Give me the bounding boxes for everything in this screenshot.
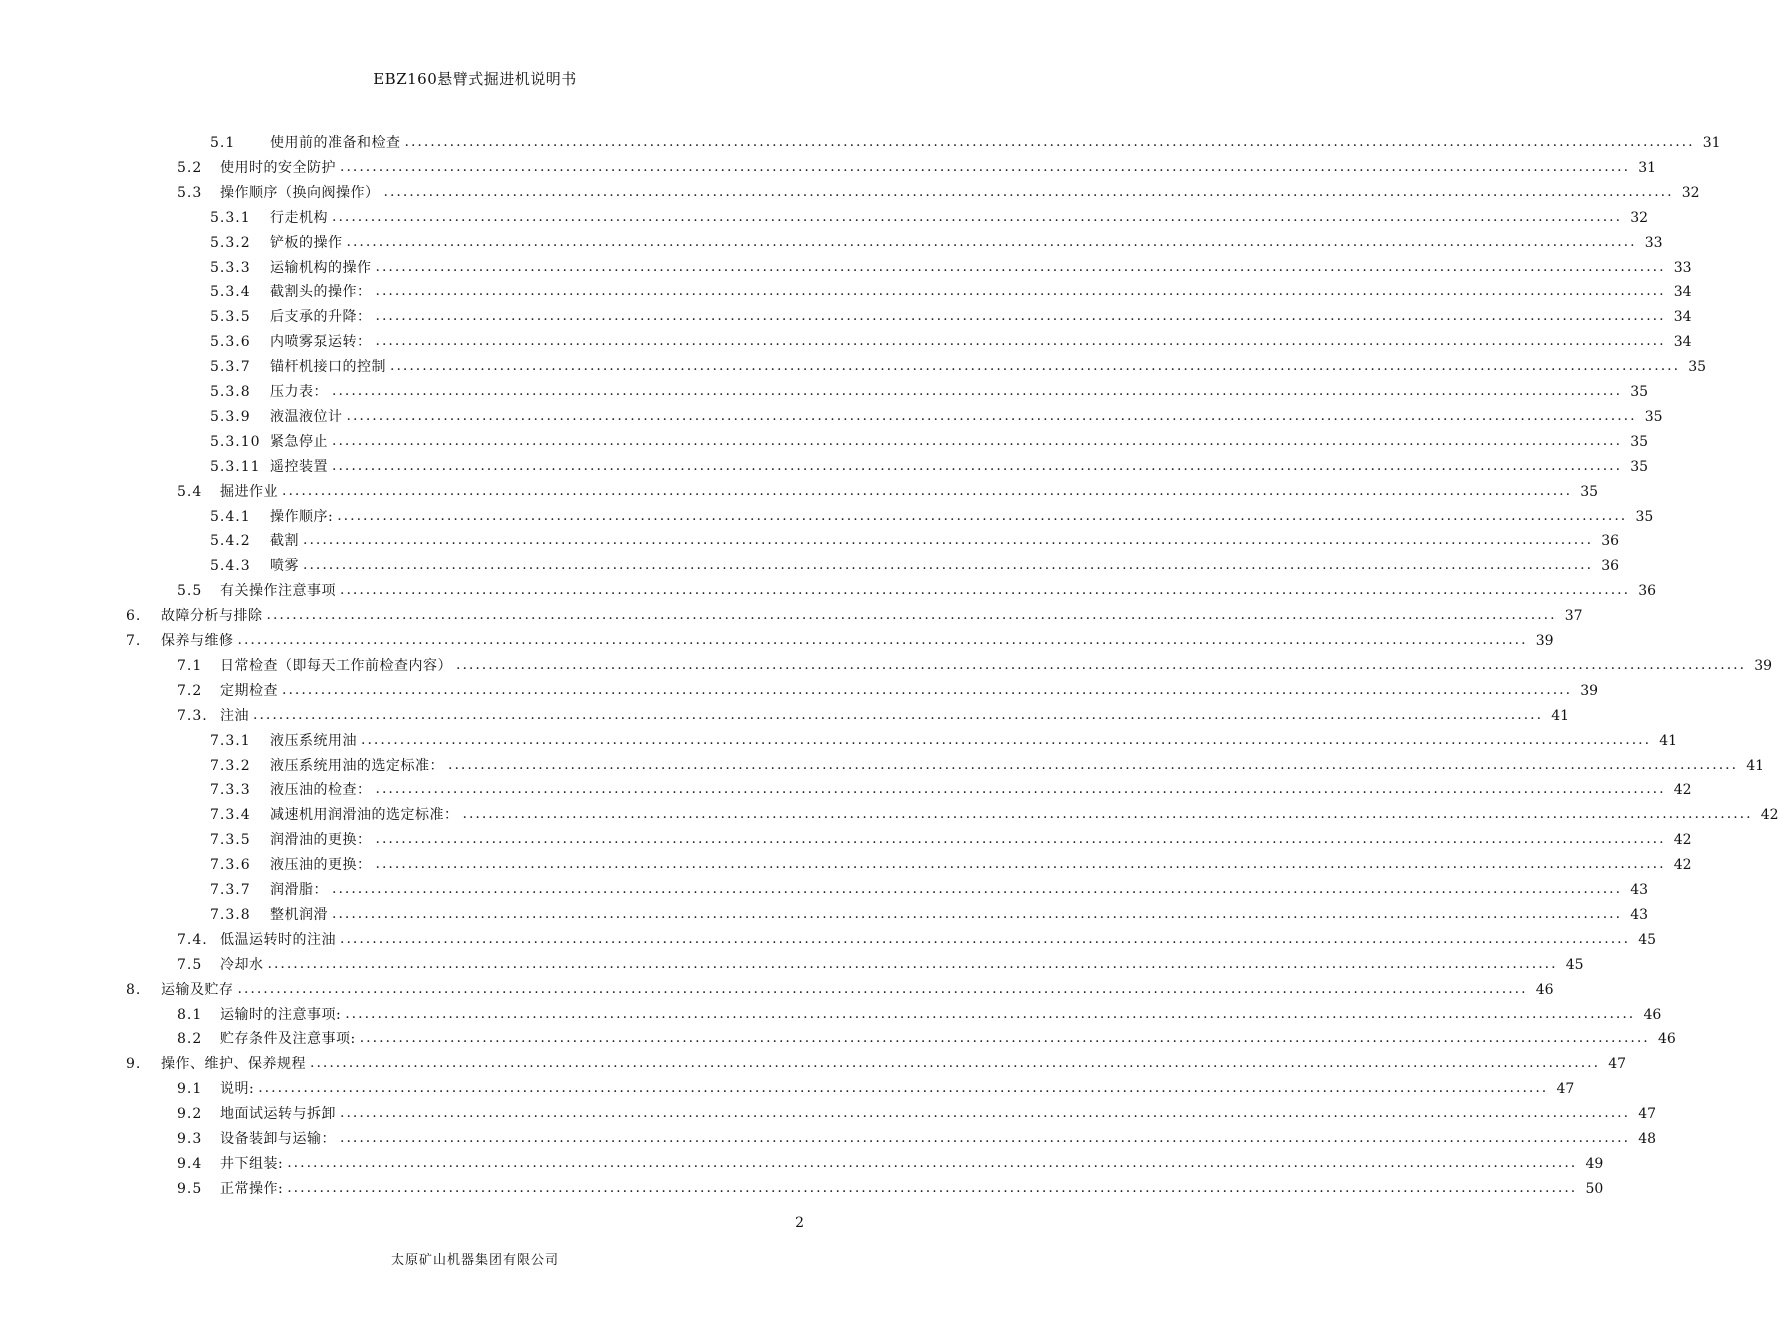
toc-entry[interactable] [210,874,1649,899]
toc-entry[interactable] [126,625,1554,650]
toc-entry-page: 39 [1535,633,1554,649]
toc-entry-page: 32 [1681,184,1700,201]
toc-entry-title: 润滑油的更换： [270,832,372,849]
toc-entry-page: 35 [1580,483,1599,500]
toc-entry[interactable] [210,401,1663,426]
toc-entry[interactable] [210,849,1692,874]
toc-entry-page: 36 [1601,533,1620,550]
toc-entry-title: 地面试运转与拆卸 [220,1106,336,1123]
toc-entry-number: 7.3. [177,707,208,724]
toc-entry-title: 液温液位计 [270,408,343,425]
toc-entry-page: 49 [1585,1155,1604,1172]
toc-entry-number: 5.4.3 [210,558,251,575]
toc-entry-page: 37 [1564,608,1583,625]
toc-entry-title: 设备装卸与运输： [220,1131,336,1147]
toc-entry[interactable] [210,750,1765,775]
toc-entry-number: 7.3.6 [210,857,251,874]
toc-leader-dots: ........................................................................................................................................................................................................ [375,781,1666,798]
toc-entry-title: 液压油的更换： [270,857,372,874]
toc-leader-dots: ........................................................................................................................................................................................................ [375,283,1666,300]
toc-entry-page: 35 [1635,508,1654,525]
toc-entry[interactable] [177,1123,1657,1148]
toc-entry-page: 35 [1688,359,1707,376]
toc-entry-title: 贮存条件及注意事项: [220,1031,356,1048]
toc-entry-title: 掘进作业 [220,483,278,500]
toc-entry-title: 锚杆机接口的控制 [270,359,386,376]
toc-leader-dots: ........................................................................................................................................................................................................ [337,507,1628,524]
toc-entry[interactable] [177,1148,1604,1173]
toc-entry-page: 46 [1535,981,1554,998]
toc-leader-dots: ........................................................................................................................................................................................................ [267,955,1558,972]
toc-entry-number: 7.4. [177,931,208,948]
toc-leader-dots: ........................................................................................................................................................................................................ [287,1179,1578,1196]
toc-leader-dots: ........................................................................................................................................................................................................ [340,930,1631,947]
toc-entry-title: 使用时的安全防护 [220,159,336,176]
toc-leader-dots: ........................................................................................................................................................................................................ [340,158,1631,175]
toc-entry-title: 润滑脂： [270,882,328,898]
toc-entry-title: 运输机构的操作 [270,259,372,276]
toc-entry[interactable] [126,1048,1627,1073]
toc-leader-dots: ........................................................................................................................................................................................................ [303,532,1594,549]
toc-leader-dots: ........................................................................................................................................................................................................ [332,208,1623,225]
toc-entry-title: 井下组装: [220,1155,284,1172]
toc-entry-number: 7.3.5 [210,832,251,849]
toc-entry-number: 6. [126,608,142,625]
toc-entry-page: 47 [1608,1056,1627,1073]
toc-leader-dots: ........................................................................................................................................................................................................ [390,358,1681,375]
toc-entry-page: 46 [1657,1031,1676,1048]
toc-entry-page: 41 [1746,757,1765,774]
toc-entry-number: 7.3.2 [210,757,251,774]
toc-entry-page: 42 [1673,832,1692,849]
toc-entry-number: 7. [126,633,142,649]
toc-entry-page: 50 [1585,1180,1604,1197]
toc-entry[interactable] [210,774,1692,799]
toc-entry-page: 45 [1638,931,1657,948]
toc-entry-number: 5.2 [177,159,203,176]
toc-entry-title: 后支承的升降： [270,309,372,326]
toc-entry-title: 内喷雾泵运转： [270,334,372,351]
toc-entry[interactable] [210,376,1649,401]
toc-entry-number: 5.3.4 [210,284,251,301]
toc-entry-page: 33 [1644,234,1663,251]
toc-entry[interactable] [177,476,1599,501]
toc-entry-number: 5.3.5 [210,309,251,326]
toc-leader-dots: ........................................................................................................................................................................................................ [237,980,1528,997]
toc-entry-number: 5.3.9 [210,408,251,425]
toc-entry-page: 35 [1644,408,1663,425]
toc-entry[interactable] [210,326,1692,351]
toc-entry-page: 42 [1760,807,1779,824]
toc-entry-title: 紧急停止 [270,433,328,450]
toc-leader-dots: ........................................................................................................................................................................................................ [359,1030,1650,1047]
toc-entry-page: 47 [1638,1106,1657,1123]
toc-entry-page: 34 [1673,334,1692,351]
toc-entry-title: 减速机用润滑油的选定标准： [270,807,459,824]
toc-entry-page: 41 [1551,707,1570,724]
toc-entry-number: 9.1 [177,1081,203,1098]
toc-entry-page: 35 [1630,458,1649,475]
toc-leader-dots: ........................................................................................................................................................................................................ [332,457,1623,474]
toc-entry[interactable] [177,177,1700,202]
toc-entry-title: 日常检查（即每天工作前检查内容） [220,657,452,674]
toc-entry-page: 35 [1630,384,1649,400]
toc-leader-dots: ........................................................................................................................................................................................................ [332,881,1623,897]
toc-entry[interactable] [177,575,1657,600]
toc-entry[interactable] [126,600,1583,625]
toc-entry-page: 34 [1673,309,1692,326]
toc-entry-number: 5.4 [177,483,203,500]
toc-entry-title: 液压系统用油 [270,732,357,749]
toc-leader-dots: ........................................................................................................................................................................................................ [346,233,1637,250]
toc-entry[interactable] [177,1098,1657,1123]
toc-entry-number: 5.5 [177,583,203,600]
toc-entry-number: 7.3.8 [210,906,251,923]
toc-entry[interactable] [210,824,1692,849]
toc-entry[interactable] [210,252,1692,277]
toc-entry-page: 43 [1630,906,1649,923]
toc-entry[interactable] [210,276,1692,301]
toc-leader-dots: ........................................................................................................................................................................................................ [375,258,1666,275]
toc-entry-page: 48 [1638,1131,1657,1147]
toc-entry-title: 正常操作: [220,1180,284,1197]
toc-leader-dots: ........................................................................................................................................................................................................ [361,731,1652,748]
toc-entry-title: 喷雾 [270,558,299,575]
toc-entry-number: 5.3.3 [210,259,251,276]
toc-entry-number: 8. [126,981,142,998]
toc-entry-number: 5.3 [177,184,203,201]
toc-entry[interactable] [210,501,1654,526]
toc-leader-dots: ........................................................................................................................................................................................................ [258,1080,1549,1097]
toc-entry-number: 9.3 [177,1131,203,1147]
company-name: 太原矿山机器集团有限公司 [390,1253,559,1268]
toc-entry-title: 注油 [220,707,249,724]
toc-entry[interactable] [126,974,1554,999]
toc-entry-title: 截割 [270,533,299,550]
toc-entry-title: 使用前的准备和检查 [270,135,401,151]
toc-entry[interactable] [210,525,1620,550]
toc-entry[interactable] [210,202,1649,227]
toc-entry-title: 截割头的操作： [270,284,372,301]
toc-entry-number: 5.3.11 [210,458,261,475]
toc-leader-dots: ........................................................................................................................................................................................................ [237,632,1528,648]
toc-entry-number: 7.3.3 [210,782,251,799]
toc-leader-dots: ........................................................................................................................................................................................................ [310,1055,1601,1072]
toc-entry-title: 操作顺序（换向阀操作） [220,184,380,201]
toc-entry-number: 9.2 [177,1106,203,1123]
toc-entry[interactable] [177,650,1773,675]
toc-leader-dots: ........................................................................................................................................................................................................ [375,333,1666,350]
toc-entry[interactable] [210,351,1707,376]
toc-entry-number: 5.3.1 [210,209,251,226]
toc-leader-dots: ........................................................................................................................................................................................................ [282,681,1573,698]
toc-entry-page: 39 [1580,682,1599,699]
toc-entry-number: 5.4.2 [210,533,251,550]
toc-entry-page: 42 [1673,782,1692,799]
toc-entry-title: 定期检查 [220,682,278,699]
toc-entry-page: 32 [1630,209,1649,226]
document-header [0,68,950,89]
toc-entry-number: 7.5 [177,956,203,973]
toc-entry-page: 36 [1601,558,1620,575]
toc-entry-page: 42 [1673,857,1692,874]
toc-entry-title: 保养与维修 [161,633,234,649]
toc-leader-dots: ........................................................................................................................................................................................................ [332,432,1623,449]
toc-entry-page: 43 [1630,882,1649,898]
toc-entry-title: 操作、维护、保养规程 [161,1056,306,1073]
toc-entry-page: 31 [1702,135,1721,151]
toc-entry[interactable] [210,899,1649,924]
toc-leader-dots: ........................................................................................................................................................................................................ [332,905,1623,922]
toc-entry-page: 39 [1754,657,1773,674]
toc-entry[interactable] [177,675,1599,700]
toc-leader-dots: ........................................................................................................................................................................................................ [375,308,1666,325]
toc-entry[interactable] [210,426,1649,451]
toc-entry-title: 故障分析与排除 [161,608,263,625]
toc-entry-title: 液压油的检查： [270,782,372,799]
toc-entry-title: 低温运转时的注油 [220,931,336,948]
toc-entry-title: 整机润滑 [270,906,328,923]
toc-entry[interactable] [210,227,1663,252]
toc-entry-number: 5.3.10 [210,433,261,450]
toc-leader-dots: ........................................................................................................................................................................................................ [340,582,1631,599]
toc-entry[interactable] [177,1173,1604,1198]
toc-entry-number: 9. [126,1056,142,1073]
toc-entry-title: 液压系统用油的选定标准： [270,757,444,774]
toc-leader-dots: ........................................................................................................................................................................................................ [266,607,1557,624]
toc-entry-page: 47 [1556,1081,1575,1098]
document-title: EBZ160悬臂式掘进机说明书 [373,70,577,88]
toc-leader-dots: ........................................................................................................................................................................................................ [282,482,1573,499]
toc-entry-title: 铲板的操作 [270,234,343,251]
toc-entry-title: 冷却水 [220,956,264,973]
toc-leader-dots: ........................................................................................................................................................................................................ [332,383,1623,399]
toc-entry[interactable] [177,924,1657,949]
toc-entry-page: 35 [1630,433,1649,450]
toc-entry-title: 遥控装置 [270,458,328,475]
toc-entry[interactable] [210,301,1692,326]
toc-entry-number: 7.2 [177,682,203,699]
toc-entry[interactable] [177,999,1662,1024]
toc-leader-dots: ........................................................................................................................................................................................................ [462,806,1753,823]
toc-entry-page: 36 [1638,583,1657,600]
toc-entry[interactable] [210,799,1779,824]
toc-entry-page: 34 [1673,284,1692,301]
toc-entry-number: 7.3.1 [210,732,251,749]
toc-entry[interactable] [210,725,1678,750]
toc-entry-page: 46 [1643,1006,1662,1023]
toc-entry[interactable] [210,451,1649,476]
toc-entry[interactable] [177,949,1584,974]
toc-entry-title: 有关操作注意事项 [220,583,336,600]
toc-entry-number: 9.4 [177,1155,203,1172]
toc-leader-dots: ........................................................................................................................................................................................................ [456,656,1747,673]
toc-entry-number: 5.3.8 [210,384,251,400]
toc-entry-number: 7.1 [177,657,203,674]
toc-entry-number: 5.3.7 [210,359,251,376]
toc-entry-title: 运输及贮存 [161,981,234,998]
toc-leader-dots: ........................................................................................................................................................................................................ [287,1154,1578,1171]
toc-leader-dots: ........................................................................................................................................................................................................ [375,856,1666,873]
toc-entry-number: 7.3.7 [210,882,251,898]
toc-entry-page: 45 [1565,956,1584,973]
toc-leader-dots: ........................................................................................................................................................................................................ [404,134,1695,150]
toc-entry[interactable] [177,1073,1575,1098]
toc-entry[interactable] [177,1023,1676,1048]
toc-leader-dots: ........................................................................................................................................................................................................ [340,1105,1631,1122]
toc-entry-number: 8.2 [177,1031,203,1048]
toc-leader-dots: ........................................................................................................................................................................................................ [346,407,1637,424]
toc-entry-number: 5.1 [210,135,236,151]
toc-entry-number: 9.5 [177,1180,203,1197]
toc-entry[interactable] [177,152,1657,177]
toc-leader-dots: ........................................................................................................................................................................................................ [303,557,1594,574]
toc-entry-number: 5.4.1 [210,508,251,525]
toc-entry-title: 说明: [220,1081,255,1098]
toc-leader-dots: ........................................................................................................................................................................................................ [253,706,1544,723]
toc-leader-dots: ........................................................................................................................................................................................................ [340,1130,1631,1146]
toc-leader-dots: ........................................................................................................................................................................................................ [345,1005,1636,1022]
toc-entry-title: 操作顺序: [270,508,334,525]
toc-entry-number: 8.1 [177,1006,203,1023]
toc-entry[interactable] [177,700,1570,725]
page-number: 2 [795,1215,804,1231]
toc-entry-number: 7.3.4 [210,807,251,824]
toc-entry-title: 运输时的注意事项: [220,1006,342,1023]
toc-entry-page: 41 [1659,732,1678,749]
toc-entry-number: 5.3.6 [210,334,251,351]
toc-entry-title: 行走机构 [270,209,328,226]
footer [0,1249,950,1268]
toc-leader-dots: ........................................................................................................................................................................................................ [375,831,1666,848]
toc-entry-page: 33 [1673,259,1692,276]
toc-entry[interactable] [210,550,1620,575]
toc-entry-title: 压力表： [270,384,328,400]
toc-leader-dots: ........................................................................................................................................................................................................ [448,756,1739,773]
toc-entry[interactable] [210,127,1721,152]
toc-entry-page: 31 [1638,159,1657,176]
toc-leader-dots: ........................................................................................................................................................................................................ [383,183,1674,200]
toc-entry-number: 5.3.2 [210,234,251,251]
